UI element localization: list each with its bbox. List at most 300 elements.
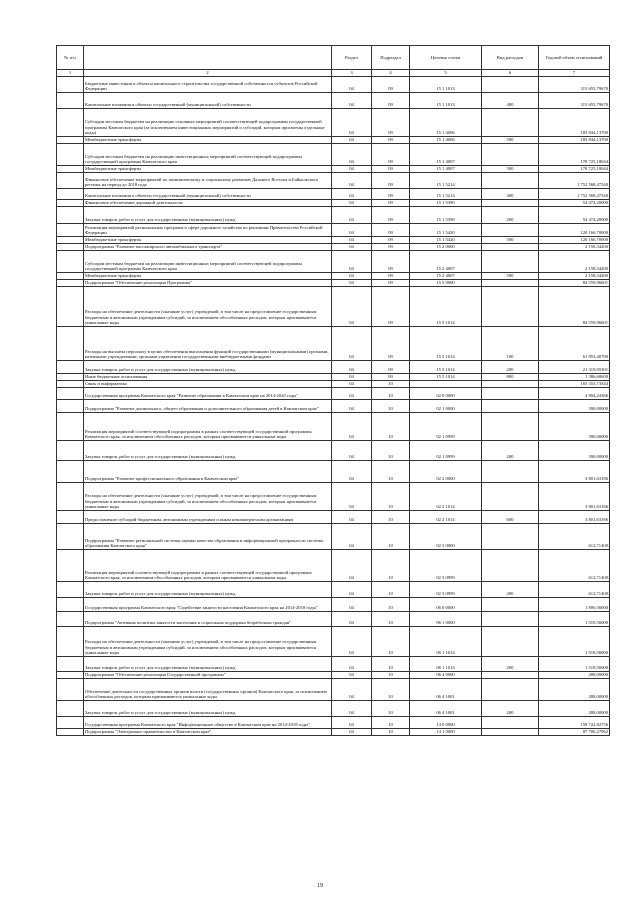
cell-podrazdel: 10 <box>372 413 410 441</box>
cell-summa: 158 722,82756 <box>539 717 610 729</box>
cell-razdel: 04 <box>332 287 372 327</box>
cell-num <box>57 627 84 657</box>
cell-statya: 15 1 1013 <box>410 93 482 109</box>
cell-name: Межбюджетные трансферты <box>84 137 332 144</box>
cell-vid <box>482 381 539 388</box>
table-row <box>57 679 610 701</box>
table-row <box>57 582 610 598</box>
table-row <box>57 280 610 287</box>
cell-podrazdel: 09 <box>372 200 410 207</box>
cell-razdel: 04 <box>332 701 372 717</box>
cell-summa: 178 725,18044 <box>539 144 610 166</box>
cell-razdel: 04 <box>332 137 372 144</box>
cell-razdel: 04 <box>332 273 372 280</box>
cell-name: Подпрограмма "Развитие профессионального образования в Камчатском крае" <box>84 461 332 483</box>
cell-summa: 612,71400 <box>539 582 610 598</box>
cell-podrazdel: 09 <box>372 287 410 327</box>
cell-summa: 54 474,20000 <box>539 200 610 207</box>
cell-summa: 2 158,34200 <box>539 244 610 251</box>
cell-podrazdel: 09 <box>372 144 410 166</box>
cell-razdel: 04 <box>332 207 372 224</box>
cell-podrazdel: 10 <box>372 612 410 627</box>
cell-vid: 200 <box>482 441 539 461</box>
cell-name: Расходы на обеспечение деятельности (оказание услуг) учреждений, в том числе на предоставление государственным бюджетным и автономным учреждениям субсидий, за исключением обособленных расходов, которым присваиваются уникальные коды <box>84 627 332 657</box>
table-row <box>57 189 610 200</box>
table-row <box>57 388 610 400</box>
cell-razdel: 04 <box>332 189 372 200</box>
cell-name: Подпрограмма "Электронное правительство в Камчатском крае" <box>84 729 332 736</box>
cell-num <box>57 173 84 189</box>
cell-summa: 1 752 568,47540 <box>539 189 610 200</box>
cell-vid: 200 <box>482 701 539 717</box>
table-row <box>57 77 610 93</box>
cell-statya: 02 0 0000 <box>410 388 482 400</box>
cell-razdel: 04 <box>332 400 372 413</box>
cell-podrazdel: 09 <box>372 93 410 109</box>
cell-vid: 500 <box>482 166 539 173</box>
table-row <box>57 729 610 736</box>
budget-table <box>56 45 610 736</box>
cell-num <box>57 374 84 381</box>
cell-summa: 1 518,56000 <box>539 627 610 657</box>
cell-vid <box>482 672 539 679</box>
cell-name: Закупка товаров, работ и услуг для государственных (муниципальных) нужд <box>84 207 332 224</box>
cell-statya: 15 2 4007 <box>410 251 482 273</box>
cell-podrazdel: 10 <box>372 729 410 736</box>
cell-summa: 315 655,79670 <box>539 93 610 109</box>
cell-num <box>57 224 84 237</box>
cell-statya: 06 1 1014 <box>410 627 482 657</box>
cell-name: Государственная программа Камчатского края "Содействие занятости населения Камчатского края на 2014-2018 годы" <box>84 598 332 612</box>
cell-vid <box>482 244 539 251</box>
cell-razdel: 04 <box>332 200 372 207</box>
cell-statya: 02 3 0999 <box>410 582 482 598</box>
cell-name: Связь и информатика <box>84 381 332 388</box>
cell-summa: 3 801,63186 <box>539 483 610 511</box>
column-number: 3 <box>332 70 372 77</box>
cell-num <box>57 701 84 717</box>
cell-summa: 183 844,13700 <box>539 137 610 144</box>
cell-podrazdel: 10 <box>372 400 410 413</box>
table-body <box>57 77 610 736</box>
cell-statya: 15 1 5390 <box>410 200 482 207</box>
table-row <box>57 381 610 388</box>
table-row <box>57 166 610 173</box>
cell-podrazdel: 10 <box>372 627 410 657</box>
table-row <box>57 672 610 679</box>
cell-vid: 500 <box>482 237 539 244</box>
cell-name: Межбюджетные трансферты <box>84 237 332 244</box>
column-number: 5 <box>410 70 482 77</box>
cell-razdel: 04 <box>332 717 372 729</box>
cell-name: Закупка товаров, работ и услуг для государственных (муниципальных) нужд <box>84 582 332 598</box>
cell-razdel: 04 <box>332 237 372 244</box>
cell-name: Расходы на обеспечение деятельности (оказание услуг) учреждений, в том числе на предоставление государственным бюджетным и автономным учреждениям субсидий, за исключением обособленных расходов, которым присваиваются уникальные коды <box>84 287 332 327</box>
cell-statya: 15 1 4006 <box>410 137 482 144</box>
cell-razdel: 04 <box>332 374 372 381</box>
cell-razdel: 04 <box>332 144 372 166</box>
cell-name: Подпрограмма "Активная политика занятости населения и социальная поддержка безработных граждан" <box>84 612 332 627</box>
col-header-num: № п/п <box>57 46 84 70</box>
cell-name: Субсидии местным бюджетам на реализацию основных мероприятий соответствующей подпрограммы государственной программы Камчатского края (за исключением инвестиционных мероприятий и субсидий, которым присвоены отдельные коды) <box>84 109 332 137</box>
cell-statya: 15 1 5420 <box>410 224 482 237</box>
cell-name: Субсидии местным бюджетам на реализацию инвестиционных мероприятий соответствующей подпрограммы государственной программы Камчатского края <box>84 144 332 166</box>
cell-summa: 288,00000 <box>539 672 610 679</box>
cell-podrazdel: 09 <box>372 251 410 273</box>
cell-razdel: 04 <box>332 361 372 374</box>
column-number: 2 <box>84 70 332 77</box>
cell-podrazdel: 09 <box>372 189 410 200</box>
cell-vid <box>482 524 539 550</box>
cell-podrazdel: 10 <box>372 582 410 598</box>
cell-num <box>57 717 84 729</box>
col-header-statya: Целевая статья <box>410 46 482 70</box>
cell-razdel: 04 <box>332 627 372 657</box>
table-row <box>57 200 610 207</box>
cell-num <box>57 657 84 672</box>
cell-name: Реализация мероприятий соответствующей подпрограммы в рамках соответствующей государственной программы Камчатского края, за исключением обособленных расходов, которым присваиваются уникальные коды <box>84 550 332 582</box>
cell-razdel: 04 <box>332 224 372 237</box>
cell-statya: 15 1 5390 <box>410 207 482 224</box>
column-number: 7 <box>539 70 610 77</box>
cell-summa: 84 559,96601 <box>539 287 610 327</box>
cell-summa: 612,71400 <box>539 550 610 582</box>
cell-vid: 200 <box>482 657 539 672</box>
cell-statya: 02 2 0000 <box>410 461 482 483</box>
cell-vid <box>482 612 539 627</box>
cell-razdel: 04 <box>332 441 372 461</box>
cell-podrazdel: 09 <box>372 361 410 374</box>
table-row <box>57 244 610 251</box>
cell-name: Подпрограмма "Обеспечение реализации Программы" <box>84 280 332 287</box>
cell-name: Предоставление субсидий бюджетным, автономным учреждениям и иным некоммерческим организациям <box>84 511 332 524</box>
cell-num <box>57 273 84 280</box>
cell-statya: 14 1 0000 <box>410 729 482 736</box>
table-row <box>57 109 610 137</box>
cell-summa: 61 853,40700 <box>539 327 610 361</box>
cell-summa: 3 801,63186 <box>539 461 610 483</box>
cell-name: Закупка товаров, работ и услуг для государственных (муниципальных) нужд <box>84 441 332 461</box>
cell-summa: 1 752 568,47540 <box>539 173 610 189</box>
cell-razdel: 04 <box>332 109 372 137</box>
cell-num <box>57 550 84 582</box>
cell-statya: 15 2 0000 <box>410 244 482 251</box>
table-row <box>57 550 610 582</box>
cell-summa: 390,00000 <box>539 400 610 413</box>
cell-summa: 4 804,24386 <box>539 388 610 400</box>
cell-razdel: 04 <box>332 166 372 173</box>
cell-num <box>57 361 84 374</box>
cell-razdel: 04 <box>332 550 372 582</box>
cell-podrazdel: 10 <box>372 672 410 679</box>
cell-num <box>57 679 84 701</box>
cell-num <box>57 93 84 109</box>
cell-name: Государственная программа Камчатского края "Информационное общество в Камчатском крае на 2014-2018 годы" <box>84 717 332 729</box>
cell-podrazdel: 10 <box>372 461 410 483</box>
cell-summa: 84 559,96601 <box>539 280 610 287</box>
cell-num <box>57 388 84 400</box>
cell-podrazdel: 09 <box>372 374 410 381</box>
column-number: 1 <box>57 70 84 77</box>
cell-statya: 15 1 5214 <box>410 189 482 200</box>
cell-razdel: 04 <box>332 388 372 400</box>
cell-podrazdel: 10 <box>372 701 410 717</box>
cell-name: Межбюджетные трансферты <box>84 273 332 280</box>
cell-vid: 400 <box>482 189 539 200</box>
cell-razdel: 04 <box>332 461 372 483</box>
cell-num <box>57 483 84 511</box>
table-row <box>57 701 610 717</box>
cell-name: Закупка товаров, работ и услуг для государственных (муниципальных) нужд <box>84 701 332 717</box>
cell-vid <box>482 77 539 93</box>
cell-vid <box>482 627 539 657</box>
cell-podrazdel: 10 <box>372 381 410 388</box>
table-row <box>57 524 610 550</box>
cell-num <box>57 400 84 413</box>
table-row <box>57 273 610 280</box>
table-row <box>57 173 610 189</box>
cell-vid <box>482 224 539 237</box>
cell-statya: 02 2 1014 <box>410 511 482 524</box>
cell-podrazdel: 09 <box>372 273 410 280</box>
cell-name: Капитальные вложения в объекты государственной (муниципальной) собственности <box>84 189 332 200</box>
cell-summa: 1 518,56000 <box>539 612 610 627</box>
cell-num <box>57 251 84 273</box>
table-row <box>57 137 610 144</box>
cell-num <box>57 109 84 137</box>
cell-podrazdel: 10 <box>372 550 410 582</box>
cell-summa: 21 319,95301 <box>539 361 610 374</box>
table-header-row <box>57 46 610 70</box>
cell-num <box>57 582 84 598</box>
table-row <box>57 483 610 511</box>
cell-summa: 1 806,56000 <box>539 598 610 612</box>
table-row <box>57 441 610 461</box>
table-row <box>57 413 610 441</box>
cell-statya: 15 5 0000 <box>410 280 482 287</box>
cell-razdel: 04 <box>332 598 372 612</box>
cell-statya: 15 1 4007 <box>410 144 482 166</box>
cell-num <box>57 598 84 612</box>
cell-razdel: 04 <box>332 511 372 524</box>
cell-razdel: 04 <box>332 524 372 550</box>
cell-podrazdel: 09 <box>372 173 410 189</box>
cell-vid: 500 <box>482 273 539 280</box>
cell-podrazdel: 10 <box>372 598 410 612</box>
cell-vid: 200 <box>482 361 539 374</box>
cell-name: Капитальные вложения в объекты государственной (муниципальной) собственности <box>84 93 332 109</box>
cell-statya: 15 1 5420 <box>410 237 482 244</box>
cell-summa: 1 386,60600 <box>539 374 610 381</box>
cell-summa: 165 353,73344 <box>539 381 610 388</box>
col-header-razdel: Раздел <box>332 46 372 70</box>
cell-statya: 15 5 1014 <box>410 287 482 327</box>
table-row <box>57 627 610 657</box>
cell-podrazdel: 09 <box>372 166 410 173</box>
cell-name: Расходы на обеспечение деятельности (оказание услуг) учреждений, в том числе на предоставление государственным бюджетным и автономным учреждениям субсидий, за исключением обособленных расходов, которым присваиваются уникальные коды <box>84 483 332 511</box>
cell-vid: 200 <box>482 207 539 224</box>
cell-vid: 200 <box>482 582 539 598</box>
cell-summa: 2 158,34200 <box>539 251 610 273</box>
cell-num <box>57 280 84 287</box>
cell-vid <box>482 109 539 137</box>
cell-statya <box>410 381 482 388</box>
cell-vid <box>482 144 539 166</box>
cell-statya: 15 1 4006 <box>410 109 482 137</box>
cell-razdel: 04 <box>332 612 372 627</box>
cell-summa: 120 166,70000 <box>539 237 610 244</box>
cell-statya: 06 0 0000 <box>410 598 482 612</box>
table-row <box>57 374 610 381</box>
cell-num <box>57 144 84 166</box>
cell-podrazdel: 09 <box>372 137 410 144</box>
cell-razdel: 04 <box>332 413 372 441</box>
cell-podrazdel: 09 <box>372 224 410 237</box>
cell-num <box>57 327 84 361</box>
cell-statya: 02 3 0999 <box>410 550 482 582</box>
table-row <box>57 657 610 672</box>
cell-podrazdel: 10 <box>372 524 410 550</box>
cell-razdel: 04 <box>332 483 372 511</box>
cell-summa: 288,00000 <box>539 701 610 717</box>
cell-vid: 400 <box>482 93 539 109</box>
cell-statya: 02 1 0999 <box>410 441 482 461</box>
table-row <box>57 461 610 483</box>
column-number: 6 <box>482 70 539 77</box>
cell-num <box>57 461 84 483</box>
cell-statya: 02 2 1014 <box>410 483 482 511</box>
cell-summa: 120 166,70000 <box>539 224 610 237</box>
cell-statya: 15 2 4007 <box>410 273 482 280</box>
cell-num <box>57 729 84 736</box>
cell-summa: 315 655,79670 <box>539 77 610 93</box>
cell-num <box>57 413 84 441</box>
cell-statya: 14 0 0000 <box>410 717 482 729</box>
cell-podrazdel: 10 <box>372 657 410 672</box>
cell-podrazdel: 09 <box>372 244 410 251</box>
cell-vid <box>482 729 539 736</box>
cell-statya: 15 5 1014 <box>410 327 482 361</box>
cell-statya: 15 5 1014 <box>410 374 482 381</box>
cell-statya: 06 4 1001 <box>410 701 482 717</box>
cell-summa: 390,00000 <box>539 413 610 441</box>
cell-vid <box>482 550 539 582</box>
cell-summa: 178 725,18044 <box>539 166 610 173</box>
col-header-podrazdel: Подраздел <box>372 46 410 70</box>
cell-name: Реализация мероприятий региональных программ в сфере дорожного хозяйства по решениям Правительства Российской Федерации <box>84 224 332 237</box>
cell-podrazdel: 09 <box>372 77 410 93</box>
cell-summa: 183 844,13700 <box>539 109 610 137</box>
cell-statya: 15 5 1014 <box>410 361 482 374</box>
cell-vid <box>482 200 539 207</box>
cell-vid <box>482 413 539 441</box>
cell-summa: 1 518,56000 <box>539 657 610 672</box>
cell-podrazdel: 10 <box>372 679 410 701</box>
col-header-summa: Годовой объем ассигнований <box>539 46 610 70</box>
cell-statya: 02 1 0999 <box>410 413 482 441</box>
cell-razdel: 04 <box>332 280 372 287</box>
cell-summa: 2 158,34200 <box>539 273 610 280</box>
table-row <box>57 144 610 166</box>
cell-num <box>57 166 84 173</box>
cell-num <box>57 524 84 550</box>
cell-summa: 612,71400 <box>539 524 610 550</box>
cell-name: Субсидии местным бюджетам на реализацию инвестиционных мероприятий соответствующей подпрограммы государственной программы Камчатского края <box>84 251 332 273</box>
cell-num <box>57 672 84 679</box>
cell-statya: 06 4 0000 <box>410 672 482 679</box>
cell-vid <box>482 388 539 400</box>
column-number: 4 <box>372 70 410 77</box>
cell-razdel: 04 <box>332 679 372 701</box>
table-row <box>57 224 610 237</box>
cell-razdel: 04 <box>332 657 372 672</box>
cell-name: Закупка товаров, работ и услуг для государственных (муниципальных) нужд <box>84 657 332 672</box>
table-row <box>57 207 610 224</box>
cell-podrazdel: 10 <box>372 717 410 729</box>
cell-vid <box>482 679 539 701</box>
cell-vid <box>482 173 539 189</box>
cell-vid: 100 <box>482 327 539 361</box>
table-row <box>57 287 610 327</box>
table-row <box>57 251 610 273</box>
cell-num <box>57 441 84 461</box>
cell-podrazdel: 09 <box>372 327 410 361</box>
cell-name: Реализация мероприятий соответствующей подпрограммы в рамках соответствующей государственной программы Камчатского края, за исключением обособленных расходов, которым присваиваются уникальные коды <box>84 413 332 441</box>
cell-razdel: 04 <box>332 381 372 388</box>
cell-vid <box>482 251 539 273</box>
cell-razdel: 04 <box>332 173 372 189</box>
cell-vid <box>482 280 539 287</box>
cell-razdel: 04 <box>332 327 372 361</box>
cell-num <box>57 137 84 144</box>
cell-num <box>57 381 84 388</box>
cell-summa: 390,00000 <box>539 441 610 461</box>
cell-summa: 288,00000 <box>539 679 610 701</box>
cell-statya: 15 1 4007 <box>410 166 482 173</box>
cell-vid: 800 <box>482 374 539 381</box>
cell-num <box>57 77 84 93</box>
table-row <box>57 400 610 413</box>
cell-podrazdel: 09 <box>372 207 410 224</box>
cell-num <box>57 237 84 244</box>
table-row <box>57 361 610 374</box>
table-row <box>57 93 610 109</box>
cell-vid <box>482 287 539 327</box>
cell-name: Финансовое обеспечение дорожной деятельности <box>84 200 332 207</box>
cell-vid: 500 <box>482 137 539 144</box>
cell-statya: 06 1 0000 <box>410 612 482 627</box>
cell-razdel: 04 <box>332 251 372 273</box>
cell-razdel: 04 <box>332 672 372 679</box>
col-header-vid: Вид расходов <box>482 46 539 70</box>
cell-summa: 3 801,63186 <box>539 511 610 524</box>
cell-statya: 15 1 1013 <box>410 77 482 93</box>
table-row <box>57 717 610 729</box>
cell-num <box>57 244 84 251</box>
cell-statya: 06 4 1001 <box>410 679 482 701</box>
cell-podrazdel: 09 <box>372 109 410 137</box>
table-row <box>57 237 610 244</box>
cell-razdel: 04 <box>332 582 372 598</box>
cell-summa: 54 474,20000 <box>539 207 610 224</box>
cell-podrazdel: 10 <box>372 483 410 511</box>
cell-podrazdel: 10 <box>372 511 410 524</box>
cell-num <box>57 612 84 627</box>
cell-vid <box>482 483 539 511</box>
cell-razdel: 04 <box>332 77 372 93</box>
cell-name: Обеспечение деятельности государственных органов власти (государственных органов) Камчатского края, за исключением обособленных расходов, которым присваиваются уникальные коды <box>84 679 332 701</box>
table-row <box>57 327 610 361</box>
